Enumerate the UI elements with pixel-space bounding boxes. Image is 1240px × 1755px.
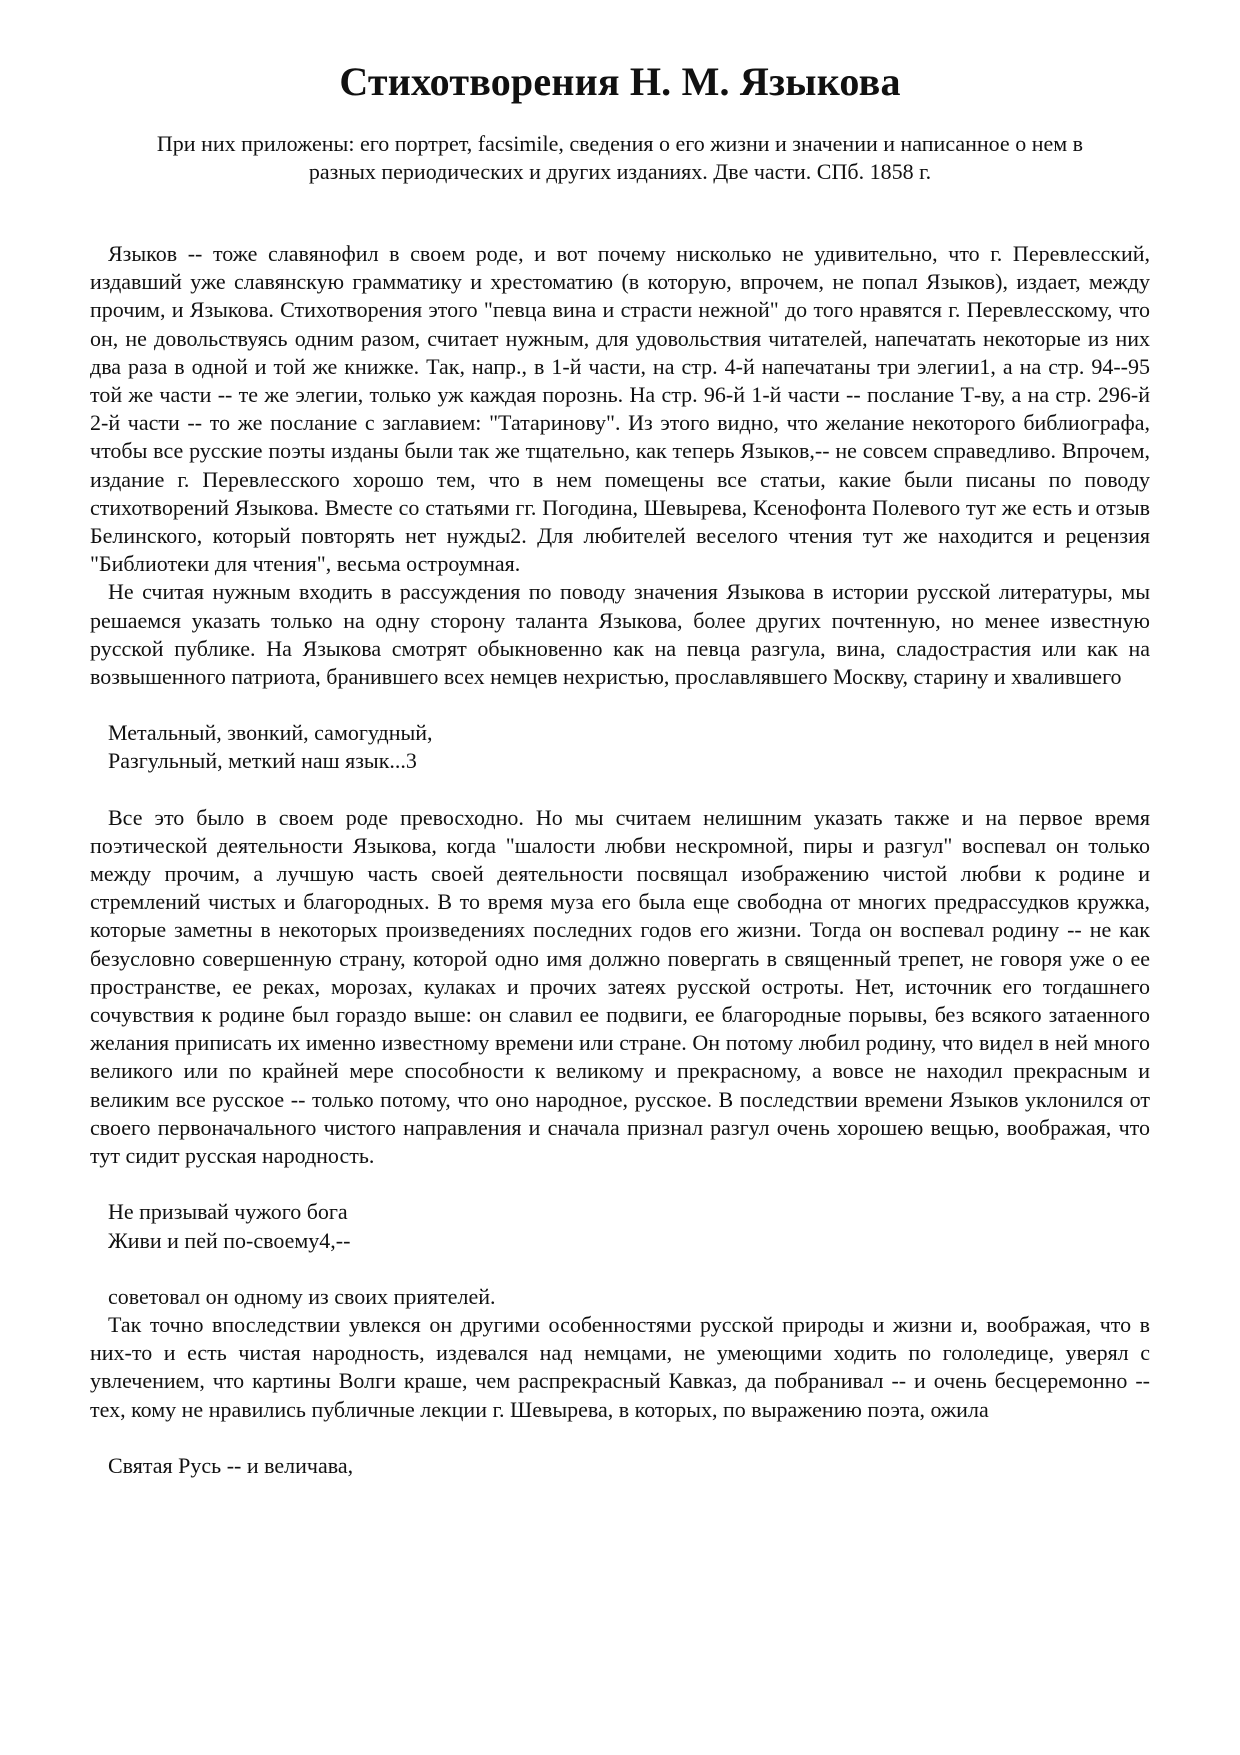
document-page [90, 0, 1150, 1508]
subtitle-line: разных периодических и других изданиях. Две части. СПб. 1858 г. [308, 159, 932, 184]
document-body [90, 240, 1150, 1480]
verse-line: Разгульный, меткий наш язык...3 [108, 748, 417, 774]
paragraph: Не считая нужным входить в рассуждения по поводу значения Языкова в истории русской литературы, мы решаемся указать только на одну сторону таланта Языкова, более других почтенную, но менее известную русской публике. На Языкова смотрят обыкновенно как на певца разгула, вина, сладострастия или как на возвышенного патриота, бранившего всех немцев нехристью, прославлявшего Москву, старину и хвалившего [90, 579, 1150, 690]
paragraph: Так точно впоследствии увлекся он другими особенностями русской природы и жизни и, воображая, что в них-то и есть чистая народность, издевался над немцами, не умеющими ходить по гололедице, уверял с увлечением, что картины Волги краше, чем распрекрасный Кавказ, да побранивал -- и очень бесцеремонно -- тех, кому не нравились публичные лекции г. Шевырева, в которых, по выражению поэта, ожила [90, 1311, 1150, 1422]
verse-line: Живи и пей по-своему4,-- [108, 1227, 351, 1253]
verse-quote [108, 1452, 1150, 1480]
verse-line: Святая Русь -- и величава, [108, 1452, 354, 1478]
paragraph: Языков -- тоже славянофил в своем роде, и вот почему нисколько не удивительно, что г. Перевлесский, издавший уже славянскую грамматику и хрестоматию (в которую, впрочем, не попал Языков), издает, между прочим, и Языкова. Стихотворения этого "певца вина и страсти нежной" до того нравятся г. Перевлесскому, что он, не довольствуясь одним разом, считает нужным, для удовольствия читателей, напечатать некоторые из них два раза в одной и той же книжке. Так, напр., в 1-й части, на стр. 4-й напечатаны три элегии1, а на стр. 94--95 той же части -- те же элегии, только уж каждая порознь. На стр. 96-й 1-й части -- послание Т-ву, а на стр. 296-й 2-й части -- то же послание с заглавием: "Татаринову". Из этого видно, что желание некоторого библиографа, чтобы все русские поэты изданы были так же тщательно, как теперь Языков,-- не совсем справедливо. Впрочем, издание г. Перевлесского хорошо тем, что в нем помещены все статьи, какие были писаны по поводу стихотворений Языкова. Вместе со статьями гг. Погодина, Шевырева, Ксенофонта Полевого тут же есть и отзыв Белинского, который повторять нет нужды2. Для любителей веселого чтения тут же находится и рецензия "Библиотеки для чтения", весьма остроумная. [90, 241, 1150, 577]
document-title: Стихотворения Н. М. Языкова [339, 59, 901, 104]
verse-quote [108, 1198, 1150, 1254]
subtitle-line: При них приложены: его портрет, facsimile, сведения о его жизни и значении и написанное о нем в [156, 131, 1084, 156]
paragraph: советовал он одному из своих приятелей. [108, 1283, 496, 1309]
verse-line: Метальный, звонкий, самогудный, [108, 720, 433, 746]
verse-line: Не призывай чужого бога [108, 1199, 348, 1225]
paragraph: Все это было в своем роде превосходно. Но мы считаем нелишним указать также и на первое время поэтической деятельности Языкова, когда "шалости любви нескромной, пиры и разгул" воспевал он только между прочим, а лучшую часть своей деятельности посвящал изображению чистой любви к родине и стремлений чистых и благородных. В то время муза его была еще свободна от многих предрассудков кружка, которые заметны в некоторых произведениях последних годов его жизни. Тогда он воспевал родину -- не как безусловно совершенную страну, которой одно имя должно повергать в священный трепет, не говоря уже о ее пространстве, ее реках, морозах, кулаках и прочих затеях русской остроты. Нет, источник его тогдашнего сочувствия к родине был гораздо выше: он славил ее подвиги, ее благородные порывы, без всякого затаенного желания приписать их именно известному времени или стране. Он потому любил родину, что видел в ней много великого или по крайней мере способности к великому и прекрасному, а вовсе не находил прекрасным и великим все русское -- только потому, что оно народное, русское. В последствии времени Языков уклонился от своего первоначального чистого направления и сначала признал разгул очень хорошею вещью, воображая, что тут сидит русская народность. [90, 804, 1150, 1169]
document-subtitle [90, 130, 1150, 186]
verse-quote [108, 719, 1150, 775]
